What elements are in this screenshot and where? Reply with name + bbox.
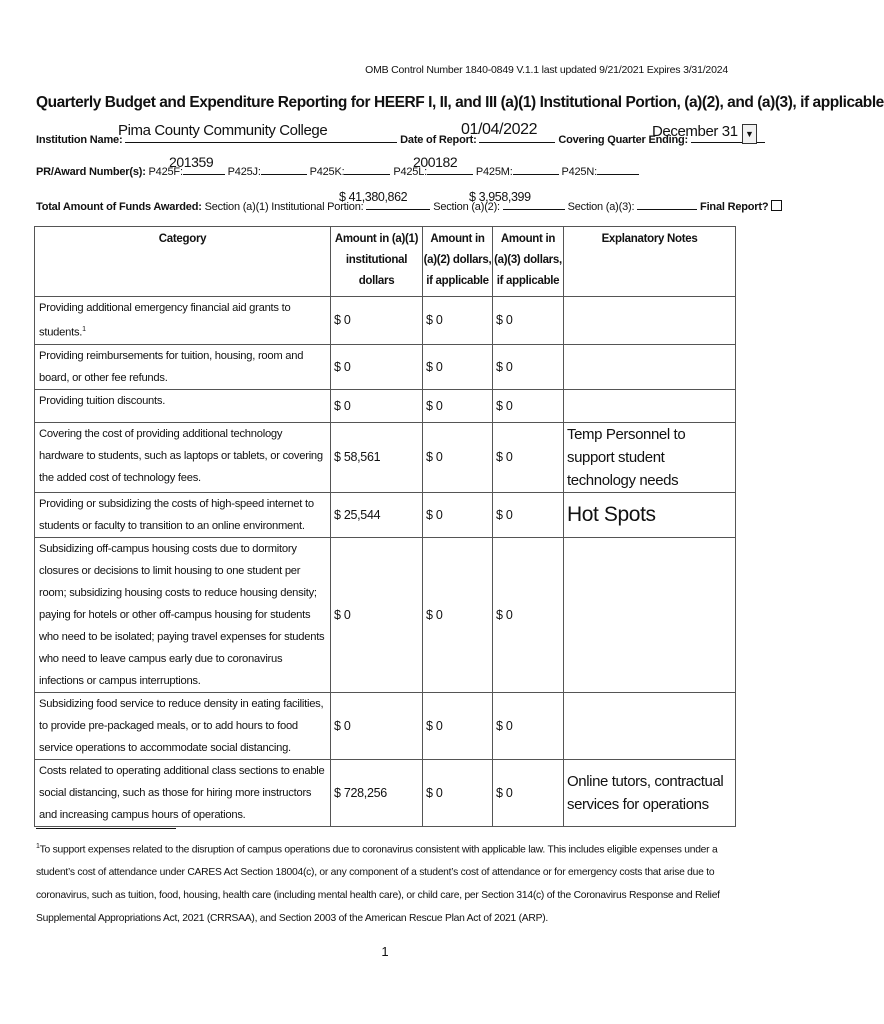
a2-amount-cell[interactable]: $ 0 — [423, 344, 493, 389]
footnote-marker: 1 — [36, 843, 40, 850]
header-a2-amount: Amount in (a)(2) dollars, if applicable — [423, 227, 493, 297]
quarter-dropdown-icon[interactable]: ▼ — [742, 124, 757, 144]
a3-amount-cell[interactable]: $ 0 — [493, 759, 564, 826]
notes-cell[interactable]: Online tutors, contractual services for operations — [564, 759, 736, 826]
p425f-value: 201359 — [169, 154, 214, 170]
a1-amount-cell[interactable]: $ 728,256 — [331, 759, 423, 826]
category-cell — [35, 297, 331, 345]
category-cell: Providing or subsidizing the costs of high-speed internet to students or faculty to transition to an online environment. — [35, 492, 331, 537]
a1-amount-cell[interactable]: $ 0 — [331, 297, 423, 345]
a1-amount-cell[interactable]: $ 0 — [331, 344, 423, 389]
notes-cell[interactable]: Hot Spots — [564, 492, 736, 537]
a1-amount-cell[interactable]: $ 58,561 — [331, 422, 423, 492]
footnote — [36, 835, 736, 930]
a2-amount-cell[interactable]: $ 0 — [423, 422, 493, 492]
notes-cell[interactable] — [564, 297, 736, 345]
p425l-value: 200182 — [413, 154, 458, 170]
quarter-label: Covering Quarter Ending: — [558, 134, 688, 146]
a1-amount-cell[interactable]: $ 0 — [331, 537, 423, 692]
final-report-label: Final Report? — [700, 201, 769, 213]
p425m-label: P425M: — [475, 166, 513, 178]
total-funds-row — [36, 200, 782, 213]
p425j-label: P425J: — [227, 166, 261, 178]
table-row — [35, 759, 736, 826]
a2-total-field[interactable] — [503, 209, 565, 210]
award-label: PR/Award Number(s): — [36, 166, 146, 178]
omb-control-number: OMB Control Number 1840-0849 V.1.1 last updated 9/21/2021 Expires 3/31/2024 — [365, 64, 728, 76]
institution-label: Institution Name: — [36, 134, 123, 146]
budget-table — [34, 226, 736, 827]
category-cell: Subsidizing food service to reduce density in eating facilities, to provide pre-packaged meals, or to add hours to food service operations to accommodate social distancing. — [35, 692, 331, 759]
page-title: Quarterly Budget and Expenditure Reporting for HEERF I, II, and III (a)(1) Institutional Portion, (a)(2), and (a)(3), if applicable — [36, 94, 884, 111]
header-explanatory-notes: Explanatory Notes — [564, 227, 736, 297]
notes-cell[interactable] — [564, 344, 736, 389]
p425f-label: P425F: — [148, 166, 183, 178]
table-row — [35, 537, 736, 692]
page-number: 1 — [381, 944, 389, 959]
total-funds-label: Total Amount of Funds Awarded: — [36, 201, 202, 213]
a3-total-field[interactable] — [637, 209, 697, 210]
table-row — [35, 344, 736, 389]
notes-cell[interactable] — [564, 537, 736, 692]
category-cell: Providing tuition discounts. — [35, 389, 331, 422]
category-cell: Costs related to operating additional class sections to enable social distancing, such as those for hiring more instructors and increasing campus hours of operations. — [35, 759, 331, 826]
header-a1-amount: Amount in (a)(1) institutional dollars — [331, 227, 423, 297]
a3-amount-cell[interactable]: $ 0 — [493, 422, 564, 492]
p425n-field[interactable] — [597, 174, 639, 175]
a3-amount-cell[interactable]: $ 0 — [493, 492, 564, 537]
a2-total-value: $ 3,958,399 — [469, 190, 531, 204]
header-category: Category — [35, 227, 331, 297]
a3-amount-cell[interactable]: $ 0 — [493, 692, 564, 759]
p425k-field[interactable] — [344, 174, 390, 175]
a3-amount-cell[interactable]: $ 0 — [493, 344, 564, 389]
table-header-row — [35, 227, 736, 297]
notes-cell[interactable] — [564, 389, 736, 422]
date-value: 01/04/2022 — [461, 121, 538, 138]
a2-amount-cell[interactable]: $ 0 — [423, 492, 493, 537]
table-row — [35, 297, 736, 345]
p425f-field[interactable] — [183, 174, 225, 175]
footnote-ref: 1 — [82, 326, 86, 333]
final-report-checkbox[interactable] — [771, 200, 782, 211]
notes-cell[interactable] — [564, 692, 736, 759]
a3-amount-cell[interactable]: $ 0 — [493, 297, 564, 345]
a1-amount-cell[interactable]: $ 0 — [331, 389, 423, 422]
a1-amount-cell[interactable]: $ 25,544 — [331, 492, 423, 537]
category-text: Providing additional emergency financial aid grants to students. — [39, 302, 291, 339]
category-cell: Covering the cost of providing additional technology hardware to students, such as laptops or tablets, or covering the added cost of technology fees. — [35, 422, 331, 492]
table-row — [35, 422, 736, 492]
a3-total-label: Section (a)(3): — [567, 201, 635, 213]
a1-amount-cell[interactable]: $ 0 — [331, 692, 423, 759]
p425k-label: P425K: — [309, 166, 345, 178]
a1-total-value: $ 41,380,862 — [339, 190, 408, 204]
a2-amount-cell[interactable]: $ 0 — [423, 537, 493, 692]
table-row — [35, 492, 736, 537]
p425l-label: P425L: — [393, 166, 427, 178]
award-row — [36, 166, 639, 178]
a2-amount-cell[interactable]: $ 0 — [423, 759, 493, 826]
date-field[interactable] — [479, 142, 555, 143]
p425m-field[interactable] — [513, 174, 559, 175]
category-cell: Providing reimbursements for tuition, housing, room and board, or other fee refunds. — [35, 344, 331, 389]
quarter-value: December 31 — [652, 123, 738, 140]
footnote-divider — [36, 828, 176, 829]
a3-amount-cell[interactable]: $ 0 — [493, 389, 564, 422]
date-label: Date of Report: — [400, 134, 477, 146]
a2-amount-cell[interactable]: $ 0 — [423, 692, 493, 759]
a2-amount-cell[interactable]: $ 0 — [423, 389, 493, 422]
table-row — [35, 389, 736, 422]
institution-field[interactable] — [125, 142, 397, 143]
a2-total-label: Section (a)(2): — [433, 201, 500, 213]
a3-amount-cell[interactable]: $ 0 — [493, 537, 564, 692]
p425n-label: P425N: — [561, 166, 597, 178]
category-cell: Subsidizing off-campus housing costs due to dormitory closures or decisions to limit housing to one student per room; subsidizing housing costs to reduce housing density; paying for hotels or other off-campus housing for students who need to be isolated; paying travel expenses for students who need to leave campus early due to coronavirus infections or campus interruptions. — [35, 537, 331, 692]
footnote-text: To support expenses related to the disruption of campus operations due to coronavirus consistent with applicable law. This includes eligible expenses under a student’s cost of attendance under CARES Act Section 18004(c), or any component of a student’s cost of attendance or for emergency costs that arise due to coronavirus, such as tuition, food, housing, health care (including mental health care), or child care, per Section 314(c) of the Coronavirus Response and Relief Supplemental Appropriations Act, 2021 (CRRSAA), and Section 2003 of the American Rescue Plan Act of 2021 (ARP). — [36, 844, 720, 925]
institution-value: Pima County Community College — [118, 122, 328, 139]
a2-amount-cell[interactable]: $ 0 — [423, 297, 493, 345]
p425j-field[interactable] — [261, 174, 307, 175]
a1-total-label: Section (a)(1) Institutional Portion: — [204, 201, 364, 213]
a1-total-field[interactable] — [366, 209, 430, 210]
table-row — [35, 692, 736, 759]
p425l-field[interactable] — [427, 174, 473, 175]
notes-cell[interactable]: Temp Personnel to support student technology needs — [564, 422, 736, 492]
header-a3-amount: Amount in (a)(3) dollars, if applicable — [493, 227, 564, 297]
